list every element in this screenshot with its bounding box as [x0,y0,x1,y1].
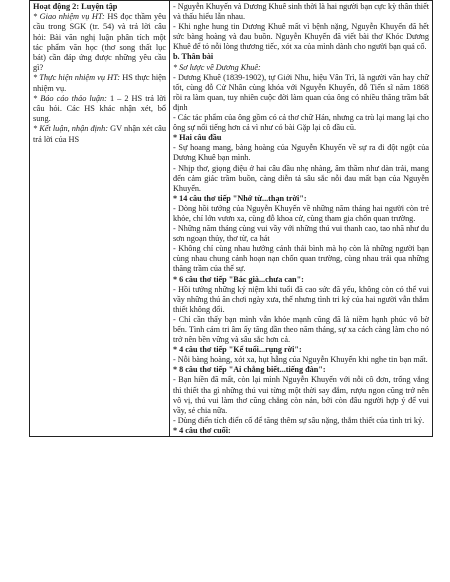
content-column [170,1,433,437]
step-do [33,73,166,93]
paragraph: - Dùng điển tích điển cố để tăng thêm sự sâu nặng, thắm thiết của tình tri kỷ. [173,415,425,425]
document-page [29,0,429,582]
subheading-first-two-lines: * Hai câu đầu [173,133,222,143]
paragraph: - Sự hoang mang, bàng hoàng của Nguyễn Khuyến về sự ra đi đột ngột của Dương Khuê bạn mình. [173,143,429,163]
paragraph: - Nỗi bàng hoàng, xót xa, hụt hẫng của Nguyễn Khuyến khi nghe tin bạn mất. [173,355,428,365]
paragraph: - Dương Khuê (1839-1902), tự Giới Nhu, hiệu Vân Trì, là người văn hay chữ tốt, cùng đỗ Cử Nhân cùng khóa với Nguyễn Khuyến, đỗ Tiến sĩ năm 1868 rồi ra làm quan, tuy nhiên cuộc đời làm quan của ông có nhiều thăng trầm bất định [173,72,429,112]
subheading-4-lines: * 4 câu thơ tiếp "Kể tuổi...rụng rời": [173,345,302,355]
paragraph: - Chỉ cần thấy bạn mình vẫn khỏe mạnh cũng đã là niềm hạnh phúc vô bờ bến. Tình cảm tri âm ấy tăng dần theo năm tháng, sự xa cách càng làm cho nó trở nên bền vững và sâu sắc hơn cả. [173,314,429,345]
step-conclude-label: * Kết luận, nhận định: [33,124,108,134]
paragraph: - Hồi tưởng những kỷ niệm khi tuổi đã cao sức đã yếu, không còn có thể vui vầy những thú ăn chơi ngày xưa, thế nhưng tình tri kỷ của hai người vẫn thắm thiết không đổi. [173,284,429,314]
paragraph: - Nhịp thơ, giọng điệu ở hai câu đầu nhẹ nhàng, âm thầm như dàn trải, mang đến cảm giác trầm buồn, càng diễn tả sâu sắc nỗi đau mất bạn của Nguyễn Khuyến. [173,163,429,193]
subheading-14-lines: * 14 câu thơ tiếp "Nhớ từ...thạn trời": [173,193,307,203]
activity-column [30,1,170,437]
table-row [30,1,433,437]
lesson-table [29,0,433,437]
paragraph: - Các tác phẩm của ông gồm có cả thơ chữ Hán, nhưng ca trù lại mang lại cho ông sự nổi tiếng hơn cả vì như có bài Gặp lại cô đầu cũ. [173,113,429,133]
paragraph: - Nguyễn Khuyến và Dương Khuê sinh thời là hai người bạn cực kỳ thân thiết và thấu hiểu lẫn nhau. [173,2,429,22]
step-assign-text: HS đọc thầm yêu cầu trong SGK (tr. 54) và trả lời câu hỏi: Bài văn nghị luận phân tích một tác phẩm văn học (thơ song thất lục bát) cần đáp ứng được những yêu cầu gì? [33,12,166,73]
step-conclude [33,124,166,144]
step-report-label: * Báo cáo thảo luận: [33,93,107,103]
activity-heading: Hoạt động 2: Luyện tập [33,2,118,11]
step-assign-label: * Giao nhiệm vụ HT: [33,12,105,22]
subheading-last-4-lines: * 4 câu thơ cuối: [173,425,231,435]
step-report [33,94,166,125]
subheading-6-lines: * 6 câu thơ tiếp "Bác già...chưa can": [173,274,304,284]
subheading-8-lines: * 8 câu thơ tiếp "Ai chẳng biết...tiếng đàn": [173,365,326,375]
step-conclude-text: GV nhận xét câu trả lời của HS [33,124,167,144]
subheading-intro: * Sơ lược về Dương Khuê: [173,62,261,72]
step-do-text: HS thực hiện nhiệm vụ. [33,73,167,93]
section-heading-body: b. Thân bài [173,52,214,62]
step-assign [33,12,166,73]
step-report-text: 1 – 2 HS trả lời câu hỏi. Các HS khác nhận xét, bổ sung. [33,93,166,124]
step-do-label: * Thực hiện nhiệm vụ HT: [33,73,121,83]
paragraph: - Bạn hiền đã mất, còn lại mình Nguyễn Khuyến với nỗi cô đơn, trống vắng thì thiết tha gì những thú vui từng một thời say đắm, rượu ngon cũng trở nên vô vị, thú vui làm thơ cũng chẳng còn nản, bởi còn đâu người hợp ý để vui vầy, sẻ chia nữa. [173,375,429,415]
paragraph: - Dòng hồi tưởng của Nguyễn Khuyến về những năm tháng hai người còn trẻ khỏe, chí lớn vươn xa, cùng đỗ khoa cử, cùng tham gia chốn quan trường. [173,203,429,223]
paragraph: - Khi nghe hung tin Dương Khuê mất vì bệnh nặng, Nguyễn Khuyến đã hết sức bàng hoàng và đau buồn. Nguyễn Khuyến đã viết bài thơ Khóc Dương Khuê để tỏ nỗi lòng thương tiếc, xót xa của mình dành cho người bạn quá cố. [173,22,429,52]
paragraph: - Không chỉ cùng nhau hưởng cảnh thái bình mà họ còn là những người bạn cùng nhau chung cảnh hoạn nạn chốn quan trường, cùng nhau trải qua những thăng trầm của thế sự. [173,244,429,274]
paragraph: - Những năm tháng cùng vui vầy với những thú vui thanh cao, tao nhã như du sơn ngoạn thủy, thơ từ, ca hát [173,224,429,244]
